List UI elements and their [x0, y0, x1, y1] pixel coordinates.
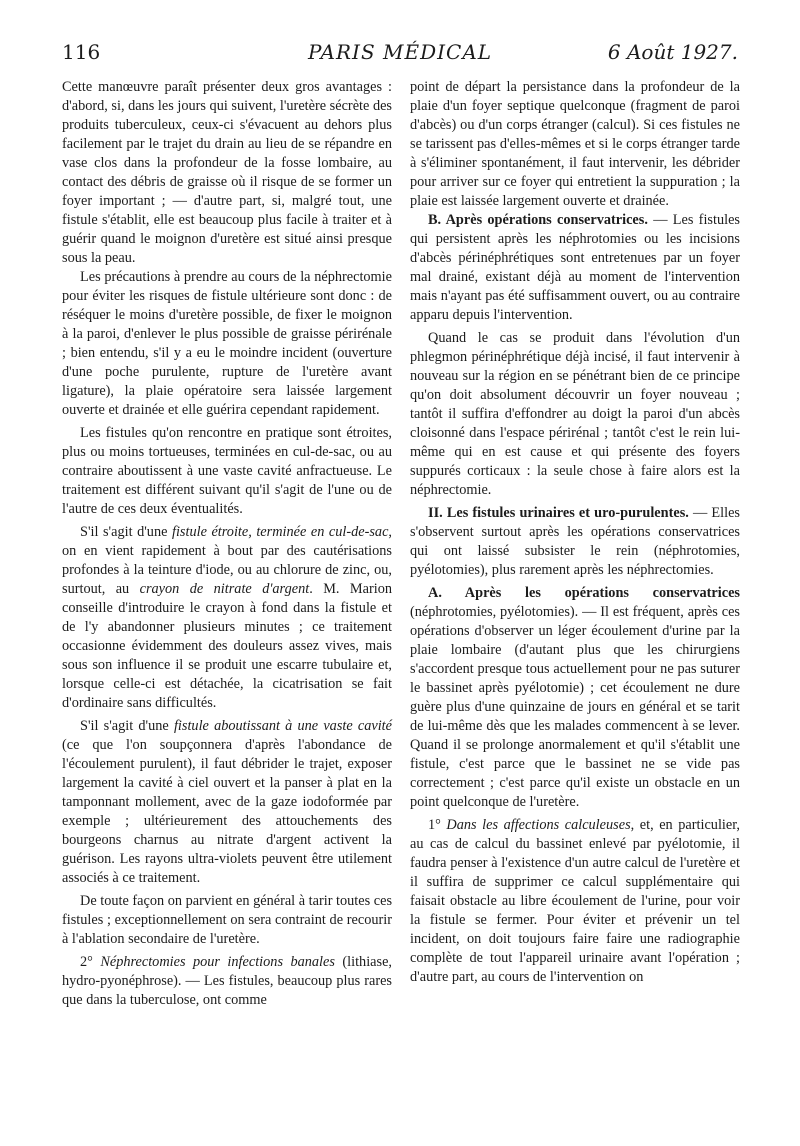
text-run: , et, en particulier, au cas de calcul du bassinet enlevé par pyélotomie, il faudra penser à l'existence d'un autre calcul de l'uretère et il suffira de supprimer ce calcul supplémentaire qui faisait obstacle au libre écoulement de l'urine, pour voir la fistule se fermer. Pour éviter et prévenir un tel incident, on doit toujours faire faire une radiographie complète de tout l'appareil urinaire avant l'opération ; d'autre part, au cours de l'intervention on	[410, 817, 740, 985]
paragraph: point de départ la persistance dans la profondeur de la plaie d'un foyer septique quelconque (fragment de paroi d'abcès) ou d'un corps étranger (calcul). Si ces fistules ne se tarissent pas d'elles-mêmes et si le corps étranger tarde à s'éliminer spontanément, il faut intervenir, les débrider pour arriver sur ce foyer qui entretient la suppuration ; la plaie est laissée largement ouverte et drainée.	[410, 79, 740, 209]
paragraph: Les précautions à prendre au cours de la néphrectomie pour éviter les risques de fistule ultérieure sont donc : de réséquer le moins d'uretère possible, de fixer le moignon à la paroi, d'enlever le plus possible de graisse périrénale ; bien entendu, s'il y a eu le moindre incident (ouverture d'une poche purulente, rupture de l'uretère avant ligature), la plaie opératoire sera laissée largement ouverte et drainée et elle guérira cependant rapidement.	[62, 269, 392, 418]
text-run: (lithiase, hydro-pyonéphrose). — Les fistules, beaucoup plus rares que dans la tuberculose, ont comme	[62, 954, 393, 1008]
italic-run: fistule étroite, terminée en cul-de-sac	[171, 524, 389, 540]
paragraph: De toute façon on parvient en général à tarir toutes ces fistules ; exceptionnellement on sera contraint de recourir à l'ablation secondaire de l'uretère.	[62, 893, 393, 947]
paragraph	[410, 584, 740, 812]
issue-date: 6 Août 1927.	[607, 40, 738, 64]
paragraph	[62, 953, 392, 1010]
text-run: (ce que l'on soupçonnera d'après l'abondance de l'écoulement purulent), il faut débrider le trajet, exposer largement la cavité à ciel ouvert et la panser à plat en la tamponnant mollement, avec de la gaze iodoformée par exemple ; ultérieurement des attouchements des bourgeons charnus au nitrate d'argent activent la guérison. Les rayons ultra-violets peuvent être utilement associés à ce traitement.	[62, 737, 392, 886]
right-column	[410, 78, 740, 987]
paragraph	[410, 816, 740, 987]
paragraph	[62, 523, 392, 713]
text-run: S'il s'agit d'une	[80, 718, 174, 734]
text-run: — Les fistules qui persistent après les néphrotomies ou les incisions d'abcès périnéphrétiques sont entretenues par un foyer mal drainé, existant déjà au moment de l'intervention mais n'ayant pas été suffisamment ouvert, ou au contraire apparu depuis l'intervention.	[410, 212, 740, 323]
paragraph	[62, 717, 392, 888]
text-run: . M. Marion conseille d'introduire le crayon à fond dans la fistule et de l'y abandonner plusieurs minutes ; ce traitement occasionne évidemment des douleurs assez vives, mais sous son influence il se produit une escarre tubulaire et, lorsque celle-ci est détachée, la cicatrisation se fait d'ordinaire sans difficultés.	[62, 581, 392, 711]
paragraph: Les fistules qu'on rencontre en pratique sont étroites, plus ou moins tortueuses, terminées en cul-de-sac, ou au contraire aboutissent à une vaste cavité anfractueuse. Le traitement est différent suivant qu'il s'agit de l'une ou de l'autre de ces deux éventualités.	[62, 425, 392, 517]
italic-run: Néphrectomies pour infections banales	[100, 954, 335, 970]
section-heading: II. Les fistules urinaires et uro-purulentes.	[428, 505, 689, 521]
paragraph	[410, 504, 740, 580]
page-number: 116	[62, 40, 101, 64]
text-run: — Elles s'observent surtout après les opérations conservatrices qui ont laissé subsister le rein (néphrotomies, pyélotomies), plus rarement après les néphrectomies.	[410, 505, 740, 578]
text-run: 2°	[80, 954, 101, 970]
paragraph	[410, 211, 740, 325]
italic-run: Dans les affections calculeuses	[446, 817, 631, 833]
paragraph: Quand le cas se produit dans l'évolution d'un phlegmon périnéphrétique déjà incisé, il faut intervenir à nouveau sur la région en se pénétrant bien de ce principe qu'on doit absolument découvrir un foyer nouveau ; tantôt il suffira d'effondrer au doigt la paroi d'un abcès cloisonné dans l'espace périrénal ; tantôt c'est le rein lui-même qui en est cause et qui présente des foyers suppurés corticaux : la seule chose à faire alors est la néphrectomie.	[410, 330, 740, 498]
section-heading: A. Après les opérations conservatrices	[428, 585, 740, 601]
italic-run: fistule aboutissant à une vaste cavité	[173, 718, 392, 734]
text-run: S'il s'agit d'une	[80, 524, 172, 540]
section-heading: B. Après opérations conservatrices.	[428, 212, 648, 228]
text-run: 1°	[428, 817, 447, 833]
journal-title: PARIS MÉDICAL	[307, 40, 493, 64]
left-column	[62, 78, 392, 1010]
paragraph: Cette manœuvre paraît présenter deux gros avantages : d'abord, si, dans les jours qui suivent, l'uretère sécrète des produits tuberculeux, ceux-ci s'évacuent au dehors plus facilement par le trajet du drain au lieu de se répandre en vase clos dans la profondeur de la fosse lombaire, au contact des débris de graisse où il risque de se former un foyer important ; — d'autre part, si, malgré tout, une fistule s'établit, elle est beaucoup plus facile à traiter et à guérir quand le moignon d'uretère est situé ainsi presque sous la peau.	[62, 79, 392, 266]
page-header	[62, 40, 738, 68]
text-run: , on en vient rapidement à bout par des cautérisations profondes à la teinture d'iode, ou au chlorure de zinc, ou, surtout, au	[62, 524, 392, 597]
italic-run: crayon de nitrate d'argent	[139, 581, 310, 597]
text-run: (néphrotomies, pyélotomies). — Il est fréquent, après ces opérations d'observer un léger écoulement d'urine par la plaie lombaire (d'autant plus que les chirurgiens s'accordent presque tous actuellement pour ne pas suturer le bassinet après pyélotomie) ; cet écoulement ne dure guère plus d'une quinzaine de jours en général et se tarit de lui-même dès que les malades commencent à se lever. Quand il se prolonge anormalement et qu'il s'établit une fistule, c'est parce que le bassinet ne se vide pas correctement ; c'est parce qu'il existe un obstacle en un point quelconque de l'uretère.	[410, 604, 740, 810]
